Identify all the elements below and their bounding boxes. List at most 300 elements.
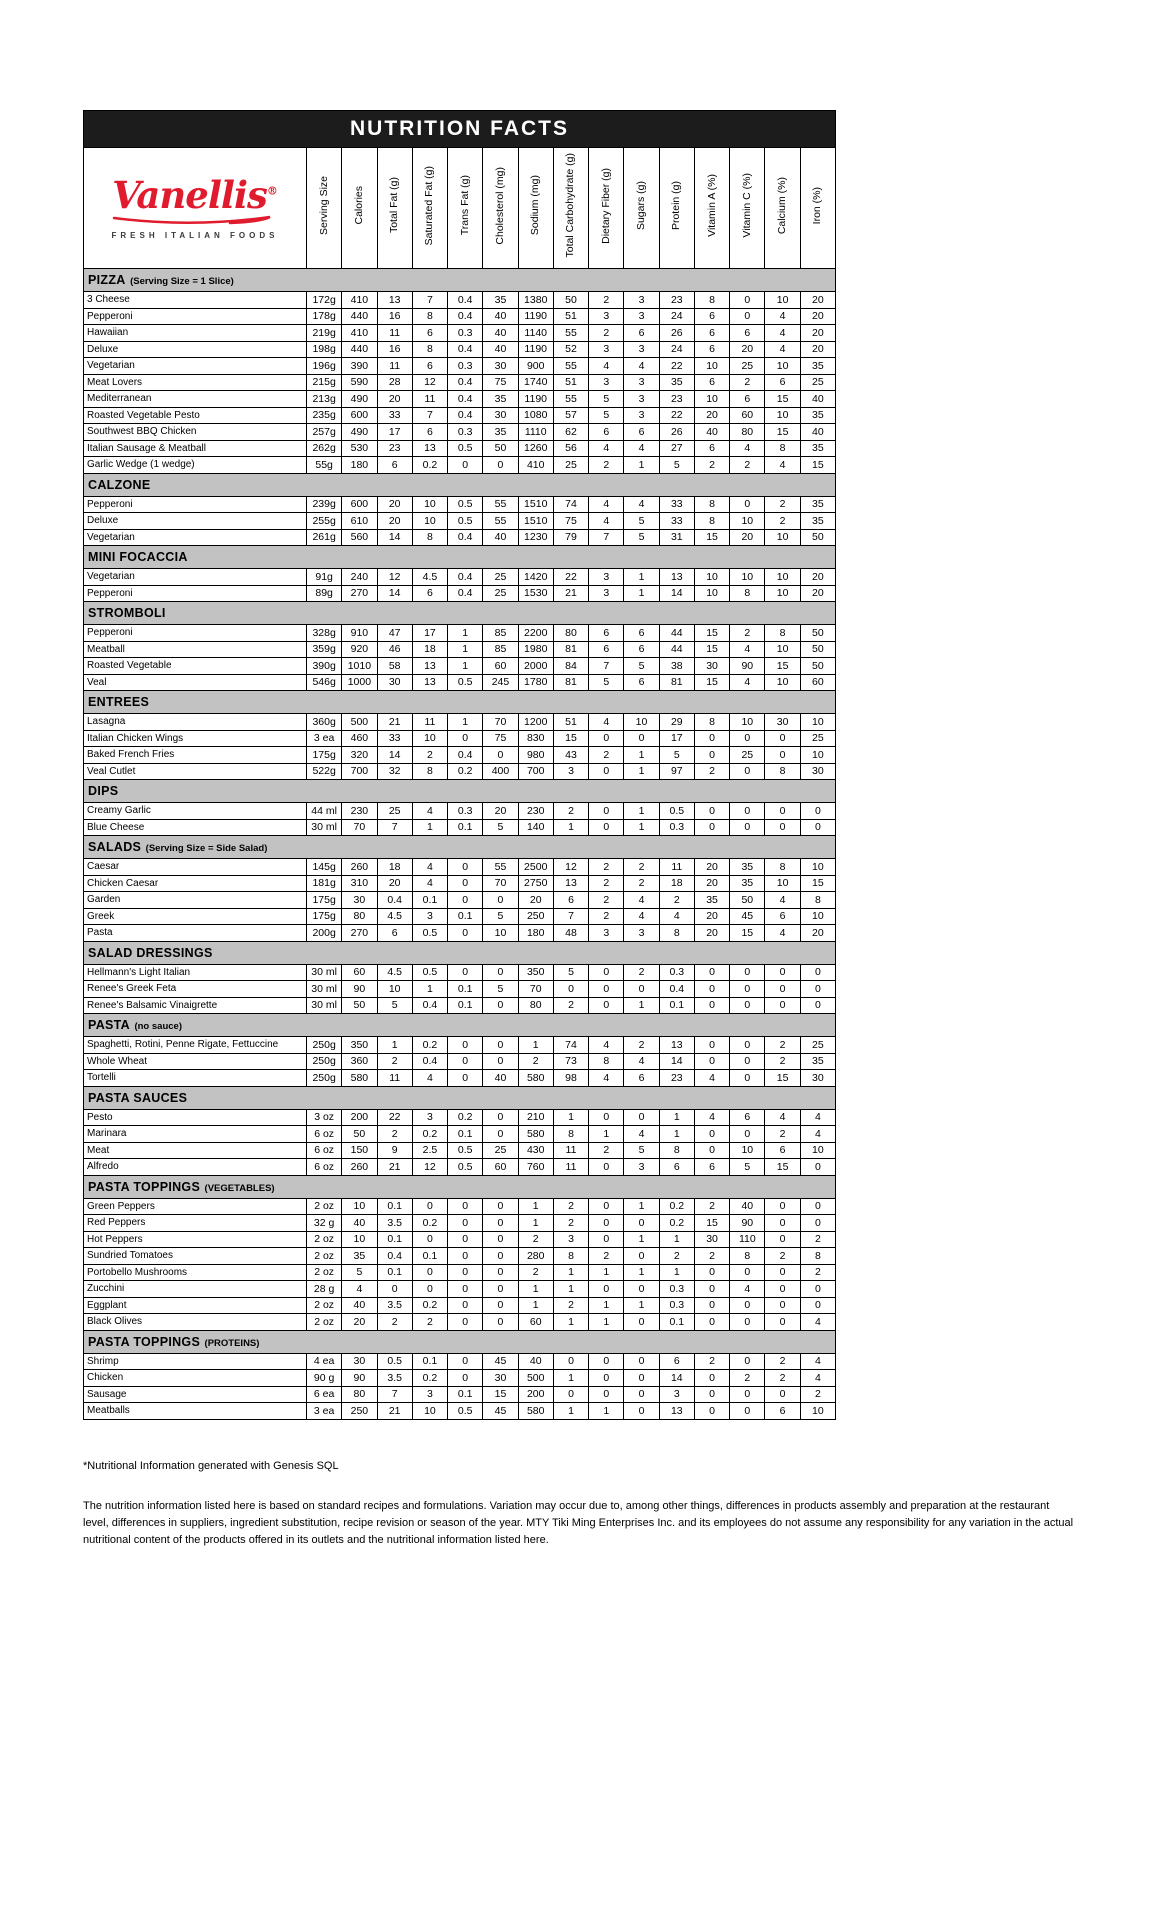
value-cell: 0 (730, 1403, 765, 1420)
value-cell: 26 (659, 325, 694, 342)
value-cell: 10 (800, 747, 835, 764)
column-header-label: Calcium (%) (776, 176, 789, 235)
value-cell: 24 (659, 308, 694, 325)
value-cell: 4 (412, 1070, 447, 1087)
value-cell: 4 (412, 803, 447, 820)
value-cell: 48 (553, 925, 588, 942)
value-cell: 0.2 (412, 457, 447, 474)
table-row (84, 585, 836, 602)
value-cell: 23 (377, 440, 412, 457)
value-cell: 1 (553, 1403, 588, 1420)
value-cell: 44 (659, 625, 694, 642)
value-cell: 40 (800, 391, 835, 408)
value-cell: 0.5 (448, 440, 483, 457)
value-cell: 0 (377, 1281, 412, 1298)
value-cell: 0.2 (659, 1215, 694, 1232)
value-cell: 5 (589, 391, 624, 408)
value-cell: 255g (307, 513, 342, 530)
value-cell: 15 (483, 1386, 518, 1403)
value-cell: 4 (624, 892, 659, 909)
value-cell: 6 (412, 585, 447, 602)
value-cell: 4 (412, 875, 447, 892)
value-cell: 250 (342, 1403, 377, 1420)
value-cell: 4 (765, 892, 800, 909)
column-header-label: Vitamin C (%) (740, 173, 753, 238)
value-cell: 1 (624, 585, 659, 602)
value-cell: 0.5 (448, 513, 483, 530)
value-cell: 0 (483, 1198, 518, 1215)
value-cell: 55 (553, 325, 588, 342)
value-cell: 2 (589, 892, 624, 909)
value-cell: 0.5 (448, 496, 483, 513)
value-cell: 8 (694, 292, 729, 309)
value-cell: 55 (483, 859, 518, 876)
value-cell: 1190 (518, 391, 553, 408)
value-cell: 8 (694, 513, 729, 530)
value-cell: 0 (765, 1198, 800, 1215)
value-cell: 2 (377, 1126, 412, 1143)
value-cell: 175g (307, 908, 342, 925)
value-cell: 58 (377, 658, 412, 675)
value-cell: 5 (483, 819, 518, 836)
value-cell: 230 (518, 803, 553, 820)
value-cell: 20 (730, 529, 765, 546)
value-cell: 0.1 (448, 819, 483, 836)
value-cell: 4 (589, 496, 624, 513)
value-cell: 219g (307, 325, 342, 342)
value-cell: 29 (659, 714, 694, 731)
value-cell: 0.1 (448, 981, 483, 998)
value-cell: 10 (412, 513, 447, 530)
value-cell: 2 (553, 1297, 588, 1314)
item-name: Deluxe (84, 513, 307, 530)
value-cell: 0 (412, 1198, 447, 1215)
value-cell: 22 (659, 407, 694, 424)
value-cell: 6 oz (307, 1126, 342, 1143)
value-cell: 198g (307, 341, 342, 358)
item-name: Vegetarian (84, 529, 307, 546)
value-cell: 8 (412, 341, 447, 358)
value-cell: 0 (694, 997, 729, 1014)
value-cell: 20 (342, 1314, 377, 1331)
value-cell: 200 (342, 1109, 377, 1126)
value-cell: 3 (589, 374, 624, 391)
value-cell: 0 (694, 1386, 729, 1403)
value-cell: 10 (765, 292, 800, 309)
value-cell: 5 (624, 529, 659, 546)
value-cell: 10 (730, 513, 765, 530)
item-name: Renee's Balsamic Vinaigrette (84, 997, 307, 1014)
item-name: Roasted Vegetable (84, 658, 307, 675)
column-header (377, 148, 412, 269)
item-name: 3 Cheese (84, 292, 307, 309)
value-cell: 2 (730, 457, 765, 474)
value-cell: 2750 (518, 875, 553, 892)
value-cell: 35 (800, 1053, 835, 1070)
value-cell: 0 (483, 1109, 518, 1126)
value-cell: 0.5 (412, 964, 447, 981)
item-name: Whole Wheat (84, 1053, 307, 1070)
value-cell: 1530 (518, 585, 553, 602)
item-name: Alfredo (84, 1159, 307, 1176)
value-cell: 196g (307, 358, 342, 375)
table-row (84, 391, 836, 408)
value-cell: 110 (730, 1231, 765, 1248)
value-cell: 8 (412, 308, 447, 325)
item-name: Greek (84, 908, 307, 925)
value-cell: 0 (448, 1070, 483, 1087)
value-cell: 0 (624, 1386, 659, 1403)
value-cell: 3.5 (377, 1297, 412, 1314)
value-cell: 4 (659, 908, 694, 925)
value-cell: 13 (412, 440, 447, 457)
value-cell: 530 (342, 440, 377, 457)
value-cell: 6 (624, 424, 659, 441)
value-cell: 490 (342, 424, 377, 441)
table-row (84, 1281, 836, 1298)
value-cell: 10 (624, 714, 659, 731)
value-cell: 0 (448, 1281, 483, 1298)
value-cell: 10 (765, 641, 800, 658)
value-cell: 35 (483, 391, 518, 408)
item-name: Hot Peppers (84, 1231, 307, 1248)
table-row (84, 1264, 836, 1281)
value-cell: 1260 (518, 440, 553, 457)
value-cell: 13 (659, 569, 694, 586)
value-cell: 4 (694, 1109, 729, 1126)
value-cell: 0 (589, 1353, 624, 1370)
value-cell: 40 (483, 529, 518, 546)
value-cell: 4 (624, 908, 659, 925)
value-cell: 0 (448, 1248, 483, 1265)
value-cell: 2 (659, 1248, 694, 1265)
value-cell: 44 (659, 641, 694, 658)
value-cell: 6 (553, 892, 588, 909)
value-cell: 0 (624, 1109, 659, 1126)
value-cell: 4 (765, 457, 800, 474)
value-cell: 50 (342, 997, 377, 1014)
value-cell: 1 (624, 803, 659, 820)
value-cell: 75 (483, 374, 518, 391)
value-cell: 8 (765, 625, 800, 642)
value-cell: 0 (483, 1281, 518, 1298)
value-cell: 10 (377, 981, 412, 998)
value-cell: 10 (765, 358, 800, 375)
value-cell: 43 (553, 747, 588, 764)
value-cell: 1190 (518, 308, 553, 325)
value-cell: 2 (765, 1126, 800, 1143)
value-cell: 1 (589, 1403, 624, 1420)
value-cell: 5 (553, 964, 588, 981)
column-header-label: Vitamin A (%) (705, 174, 718, 237)
value-cell: 90 (730, 658, 765, 675)
value-cell: 1 (659, 1126, 694, 1143)
table-row (84, 763, 836, 780)
value-cell: 210 (518, 1109, 553, 1126)
value-cell: 0 (624, 981, 659, 998)
value-cell: 0 (448, 1053, 483, 1070)
value-cell: 20 (730, 341, 765, 358)
item-name: Baked French Fries (84, 747, 307, 764)
value-cell: 28 g (307, 1281, 342, 1298)
value-cell: 500 (518, 1370, 553, 1387)
value-cell: 0 (483, 1314, 518, 1331)
value-cell: 6 (412, 424, 447, 441)
value-cell: 60 (518, 1314, 553, 1331)
value-cell: 1 (553, 1109, 588, 1126)
value-cell: 4 (589, 714, 624, 731)
footnote-source: *Nutritional Information generated with Genesis SQL (83, 1459, 339, 1472)
table-row (84, 908, 836, 925)
value-cell: 16 (377, 308, 412, 325)
value-cell: 6 (624, 674, 659, 691)
value-cell: 35 (730, 859, 765, 876)
value-cell: 10 (694, 391, 729, 408)
value-cell: 1 (518, 1281, 553, 1298)
value-cell: 0 (694, 1297, 729, 1314)
value-cell: 10 (342, 1198, 377, 1215)
value-cell: 245 (483, 674, 518, 691)
value-cell: 4 (765, 308, 800, 325)
value-cell: 28 (377, 374, 412, 391)
table-row (84, 513, 836, 530)
value-cell: 14 (659, 1053, 694, 1070)
value-cell: 0 (448, 1037, 483, 1054)
value-cell: 4.5 (377, 908, 412, 925)
value-cell: 0.1 (412, 892, 447, 909)
value-cell: 3.5 (377, 1370, 412, 1387)
value-cell: 580 (342, 1070, 377, 1087)
value-cell: 3 (624, 1159, 659, 1176)
value-cell: 460 (342, 730, 377, 747)
value-cell: 2 (589, 325, 624, 342)
value-cell: 50 (800, 641, 835, 658)
value-cell: 25 (553, 457, 588, 474)
value-cell: 0 (694, 803, 729, 820)
value-cell: 0 (589, 1231, 624, 1248)
value-cell: 6 (694, 341, 729, 358)
section-header-cell (84, 1175, 836, 1198)
item-name: Renee's Greek Feta (84, 981, 307, 998)
section-header-cell (84, 269, 836, 292)
value-cell: 31 (659, 529, 694, 546)
value-cell: 2 (800, 1386, 835, 1403)
column-header (765, 148, 800, 269)
value-cell: 350 (518, 964, 553, 981)
value-cell: 6 (730, 1109, 765, 1126)
value-cell: 1 (589, 1264, 624, 1281)
value-cell: 3 (589, 569, 624, 586)
value-cell: 0 (448, 1215, 483, 1232)
value-cell: 4 (730, 1281, 765, 1298)
value-cell: 0.3 (659, 1281, 694, 1298)
value-cell: 410 (342, 325, 377, 342)
value-cell: 0 (624, 1215, 659, 1232)
value-cell: 2 (589, 1142, 624, 1159)
value-cell: 10 (730, 714, 765, 731)
section-header-row (84, 1014, 836, 1037)
value-cell: 23 (659, 391, 694, 408)
table-row (84, 964, 836, 981)
table-row (84, 875, 836, 892)
value-cell: 7 (377, 819, 412, 836)
value-cell: 2 (800, 1231, 835, 1248)
value-cell: 26 (659, 424, 694, 441)
value-cell: 13 (659, 1037, 694, 1054)
value-cell: 3 (412, 1109, 447, 1126)
value-cell: 10 (483, 925, 518, 942)
value-cell: 0 (694, 1264, 729, 1281)
value-cell: 84 (553, 658, 588, 675)
section-header-cell (84, 1086, 836, 1109)
value-cell: 40 (694, 424, 729, 441)
table-row (84, 658, 836, 675)
value-cell: 1 (624, 763, 659, 780)
value-cell: 35 (800, 440, 835, 457)
table-row (84, 1370, 836, 1387)
value-cell: 0 (448, 1353, 483, 1370)
value-cell: 0 (694, 1037, 729, 1054)
value-cell: 7 (589, 658, 624, 675)
value-cell: 1 (448, 714, 483, 731)
value-cell: 0 (553, 1386, 588, 1403)
value-cell: 10 (694, 585, 729, 602)
column-header (800, 148, 835, 269)
value-cell: 25 (800, 374, 835, 391)
column-header-label: Sugars (g) (635, 180, 648, 231)
value-cell: 0 (765, 747, 800, 764)
value-cell: 45 (483, 1353, 518, 1370)
value-cell: 172g (307, 292, 342, 309)
item-name: Meatballs (84, 1403, 307, 1420)
value-cell: 0.5 (448, 1403, 483, 1420)
value-cell: 30 (800, 1070, 835, 1087)
value-cell: 1080 (518, 407, 553, 424)
value-cell: 0 (483, 747, 518, 764)
value-cell: 30 ml (307, 981, 342, 998)
item-name: Pesto (84, 1109, 307, 1126)
value-cell: 260 (342, 1159, 377, 1176)
value-cell: 0 (800, 964, 835, 981)
value-cell: 4.5 (377, 964, 412, 981)
value-cell: 0 (553, 1353, 588, 1370)
value-cell: 1 (518, 1297, 553, 1314)
value-cell: 0 (730, 1353, 765, 1370)
table-row (84, 529, 836, 546)
value-cell: 30 ml (307, 964, 342, 981)
value-cell: 44 ml (307, 803, 342, 820)
value-cell: 13 (412, 658, 447, 675)
value-cell: 390 (342, 358, 377, 375)
value-cell: 6 (412, 358, 447, 375)
value-cell: 11 (553, 1142, 588, 1159)
value-cell: 6 (377, 925, 412, 942)
value-cell: 32 (377, 763, 412, 780)
value-cell: 0.2 (448, 763, 483, 780)
value-cell: 0.3 (448, 424, 483, 441)
section-note: (no sauce) (134, 1021, 182, 1032)
value-cell: 30 ml (307, 819, 342, 836)
value-cell: 0 (483, 1248, 518, 1265)
value-cell: 0.2 (412, 1370, 447, 1387)
table-row (84, 358, 836, 375)
value-cell: 0.4 (448, 585, 483, 602)
column-header-label: Trans Fat (g) (458, 175, 471, 236)
value-cell: 15 (694, 674, 729, 691)
value-cell: 35 (694, 892, 729, 909)
value-cell: 70 (518, 981, 553, 998)
value-cell: 900 (518, 358, 553, 375)
value-cell: 0 (448, 1264, 483, 1281)
value-cell: 10 (800, 714, 835, 731)
value-cell: 89g (307, 585, 342, 602)
value-cell: 1380 (518, 292, 553, 309)
nutrition-table (83, 110, 836, 1420)
item-name: Marinara (84, 1126, 307, 1143)
value-cell: 10 (412, 1403, 447, 1420)
value-cell: 0 (765, 1386, 800, 1403)
value-cell: 10 (694, 569, 729, 586)
value-cell: 180 (342, 457, 377, 474)
value-cell: 25 (483, 1142, 518, 1159)
page-title: NUTRITION FACTS (84, 111, 836, 148)
value-cell: 20 (377, 391, 412, 408)
column-header-label: Saturated Fat (g) (423, 165, 436, 246)
section-header-cell (84, 941, 836, 964)
value-cell: 50 (800, 658, 835, 675)
value-cell: 5 (342, 1264, 377, 1281)
value-cell: 20 (483, 803, 518, 820)
value-cell: 6 (765, 1403, 800, 1420)
value-cell: 25 (483, 569, 518, 586)
value-cell: 3 (589, 925, 624, 942)
value-cell: 25 (730, 747, 765, 764)
section-header-row (84, 546, 836, 569)
value-cell: 10 (730, 569, 765, 586)
value-cell: 33 (659, 513, 694, 530)
value-cell: 2 (730, 625, 765, 642)
value-cell: 6 (694, 1159, 729, 1176)
value-cell: 35 (800, 513, 835, 530)
value-cell: 40 (342, 1297, 377, 1314)
value-cell: 12 (553, 859, 588, 876)
value-cell: 0 (448, 964, 483, 981)
item-name: Pepperoni (84, 308, 307, 325)
value-cell: 0 (765, 1314, 800, 1331)
value-cell: 6 (765, 908, 800, 925)
value-cell: 2 (624, 859, 659, 876)
value-cell: 8 (659, 925, 694, 942)
value-cell: 920 (342, 641, 377, 658)
table-row (84, 641, 836, 658)
value-cell: 81 (553, 641, 588, 658)
item-name: Hawaiian (84, 325, 307, 342)
value-cell: 0 (730, 1264, 765, 1281)
value-cell: 30 (483, 358, 518, 375)
value-cell: 4 (589, 358, 624, 375)
value-cell: 80 (518, 997, 553, 1014)
value-cell: 0 (730, 1053, 765, 1070)
section-note: (Serving Size = 1 Slice) (130, 276, 234, 287)
value-cell: 6 ea (307, 1386, 342, 1403)
table-row (84, 997, 836, 1014)
value-cell: 10 (765, 529, 800, 546)
value-cell: 0 (800, 981, 835, 998)
value-cell: 1 (624, 997, 659, 1014)
table-row (84, 308, 836, 325)
value-cell: 0.4 (448, 747, 483, 764)
column-header (307, 148, 342, 269)
